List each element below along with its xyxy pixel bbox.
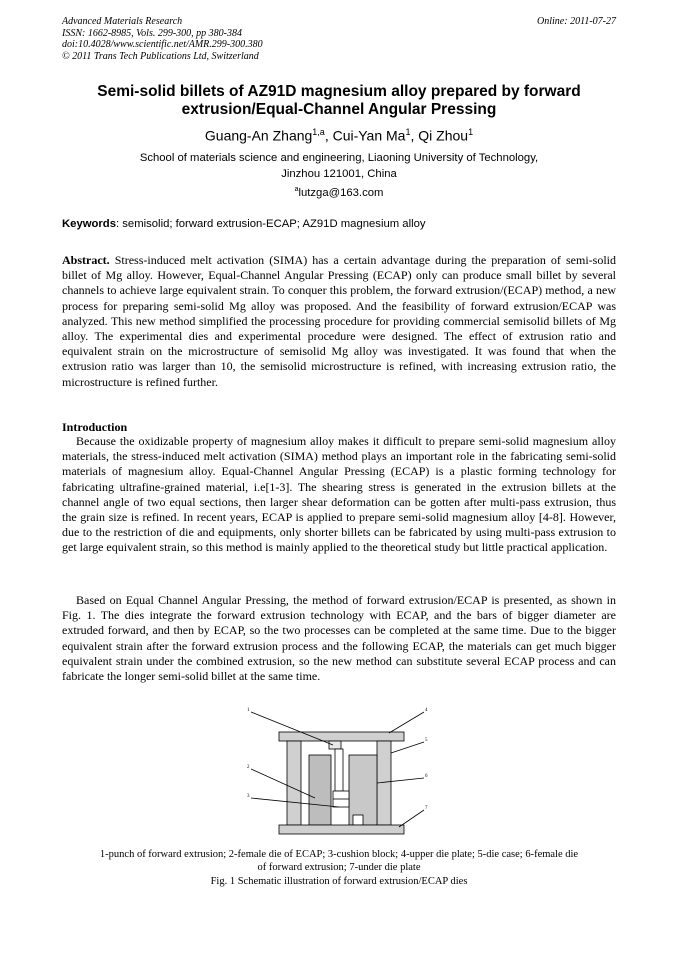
callout-2: 2: [247, 765, 250, 770]
author-email: [62, 186, 616, 199]
journal-issn: ISSN: 1662-8985, Vols. 299-300, pp 380-384: [62, 27, 242, 39]
author-affiliation-mark: 1,a: [312, 127, 325, 137]
author-list: Guang-An Zhang$^{1,a}$, Cui-Yan Ma$^1$, Qi Zhou$^1$: [204, 127, 474, 144]
author-name: Guang-An Zhang: [204, 127, 313, 144]
title-line-2: extrusion/Equal-Channel Angular Pressing: [181, 101, 497, 118]
affiliation: [62, 150, 616, 182]
cushion-block: [353, 815, 363, 825]
callout-1: 1: [247, 708, 250, 713]
journal-doi: doi:10.4028/www.scientific.net/AMR.299-300.380: [62, 39, 263, 50]
callout-7: 7: [425, 806, 428, 811]
intro-paragraph-1: Because the oxidizable property of magnesium alloy makes it difficult to prepare semi-solid magnesium alloy materials, the stress-induced melt activation (SIMA) method plays an important role in the fabricating semi-solid materials of magnesium alloy. Equal-Channel Angular Pressing (ECAP) is a plastic forming technology for fabricating ultrafine-grained material, i.e[1-3]. The shearing stress is generated in the extrusion billets at the channel angle of two equal sections, then larger shear deformation can be gotten after multi-pass extrusion, thus the grain size is refined. In recent years, ECAP is applied to prepare semi-solid magnesium alloy [4-8]. However, due to the restriction of die and equipments, only shorter billets can be fabricated by using multi-pass extrusion to get large equivalent strain, so this method is mainly applied to the theoretical study but little practical application.: [62, 434, 616, 555]
author-affiliation-mark: 1: [468, 127, 474, 137]
under-die-plate: [279, 825, 404, 834]
keywords: [62, 218, 616, 230]
female-die-forward-right: [349, 755, 377, 825]
callout-3: 3: [247, 794, 250, 799]
title-line-1: Semi-solid billets of AZ91D magnesium alloy prepared by forward: [97, 83, 581, 100]
journal-name: Advanced Materials Research: [62, 16, 183, 27]
punch-rod: [335, 749, 343, 791]
online-date: Online: 2011-07-27: [537, 16, 616, 27]
author-affiliation-mark: 1: [405, 127, 411, 137]
callout-5: 5: [425, 738, 428, 743]
upper-die-plate: [279, 732, 404, 741]
author-name: Qi Zhou: [418, 127, 469, 144]
abstract-text: Stress-induced melt activation (SIMA) has a certain advantage during the preparation of semi-solid billet of Mg alloy. However, Equal-Channel Angular Pressing (ECAP) only can produce small billet by several channels to achieve large equivalent strain. To conquer this problem, the forward extrusion/(ECAP) method, a new process for preparing semi-solid Mg alloy was proposed. And the feasibility of forward extrusion/ECAP was analyzed. This new method simplified the processing procedure for providing commercial semisolid billets of Mg alloy. The experimental dies and experimental procedure were designed. The effect of extrusion ratio and equivalent strain on the microstructure of semisolid Mg alloy was investigated. It was found that when the extrusion ratio was larger than 10, the semisolid microstructure is refined, with increasing extrusion ratio, the microstructure is refined further.: [62, 253, 616, 389]
figure-caption: Fig. 1 Schematic illustration of forward extrusion/ECAP dies: [210, 876, 468, 887]
paper-title: [62, 83, 616, 119]
legend-line-1: 1-punch of forward extrusion; 2-female die of ECAP; 3-cushion block; 4-upper die plate; 5-die case; 6-female die: [99, 849, 579, 860]
callout-6: 6: [425, 774, 428, 779]
legend-line-2: of forward extrusion; 7-under die plate: [257, 861, 421, 873]
keywords-text: : semisolid; forward extrusion-ECAP; AZ91D magnesium alloy: [116, 218, 426, 230]
die-schematic-figure: [239, 703, 439, 845]
email-address: lutzga@163.com: [298, 186, 384, 199]
die-case-left: [287, 741, 301, 825]
affiliation-line-1: School of materials science and engineering, Liaoning University of Technology,: [139, 152, 539, 164]
intro-paragraph-2: Based on Equal Channel Angular Pressing, the method of forward extrusion/ECAP is presented, as shown in Fig. 1. The dies integrate the forward extrusion technology with ECAP, and the bars of bigger diameter are extruded forward, and then by ECAP, so the two processes can be completed at the same time. Due to the bigger equivalent strain after the forward extrusion process and the following ECAP, the materials can get much bigger equivalent strain under the combined extrusion, so the new method can substitute several ECAP process and can fabricate the longer semi-solid billet at the same time.: [62, 593, 616, 684]
section-heading-introduction: Introduction: [62, 420, 128, 434]
journal-copyright: © 2011 Trans Tech Publications Ltd, Switzerland: [62, 50, 259, 62]
email-mark: a: [294, 186, 299, 193]
abstract-label: Abstract.: [62, 253, 110, 267]
figure-legend: [62, 849, 616, 874]
abstract: [62, 253, 616, 390]
female-die-forward: [309, 755, 331, 825]
journal-header: [62, 16, 263, 62]
callout-4: 4: [425, 708, 428, 713]
affiliation-line-2: Jinzhou 121001, China: [281, 168, 397, 180]
keywords-label: Keywords: [62, 218, 116, 230]
author-name: Cui-Yan Ma: [332, 127, 406, 144]
punch: [329, 741, 341, 749]
